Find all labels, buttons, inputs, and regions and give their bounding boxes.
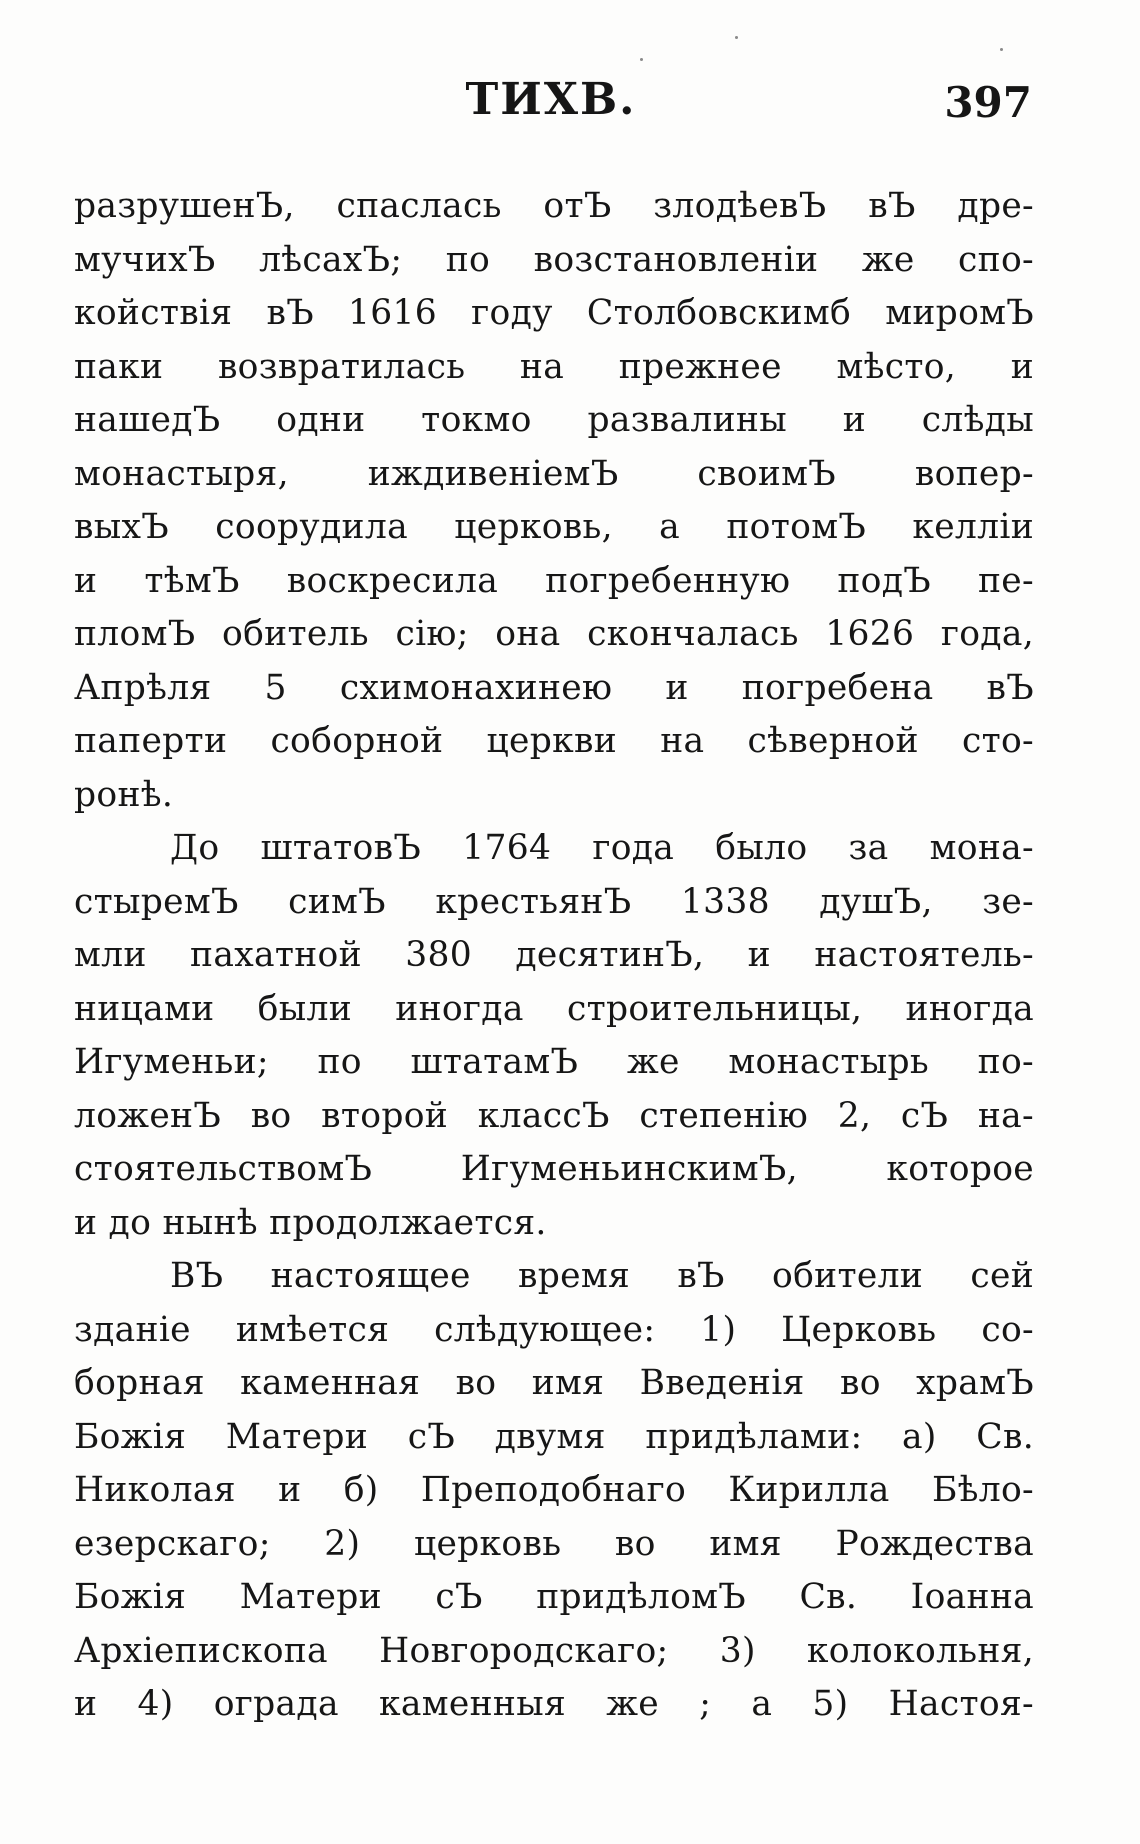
text-line: монастыря, иждивеніемЪ своимЪ вопер-	[74, 453, 1034, 494]
text-line: нашедЪ одни токмо развалины и слѣды	[74, 400, 1034, 440]
text-line: пломЪ обитель сію; она скончалась 1626 года,	[74, 614, 1034, 654]
page-header	[70, 74, 1032, 134]
text-line: стыремЪ симЪ крестьянЪ 1338 душЪ, зе-	[74, 881, 1034, 922]
print-speck	[735, 36, 738, 39]
text-line: паки возвратилась на прежнее мѣсто, и	[74, 346, 1034, 387]
text-line: мучихЪ лѣсахЪ; по возстановленіи же спо-	[74, 239, 1034, 280]
text-line: мли пахатной 380 десятинЪ, и настоятель-	[74, 935, 1034, 975]
text-line: и до нынѣ продолжается.	[74, 1202, 547, 1243]
text-line: Игуменьи; по штатамЪ же монастырь по-	[74, 1042, 1034, 1082]
text-line: ронѣ.	[74, 774, 174, 815]
text-line: паперти соборной церкви на сѣверной сто-	[74, 721, 1034, 761]
text-line: и 4) ограда каменныя же ; а 5) Настоя-	[74, 1684, 1034, 1724]
print-speck	[640, 58, 643, 61]
text-line: койствія вЪ 1616 году Столбовскимб миромЪ	[74, 293, 1034, 333]
print-speck	[1000, 48, 1003, 51]
text-line: Божія Матери сЪ двумя придѣлами: а) Св.	[74, 1416, 1034, 1457]
body-text	[74, 180, 1034, 1732]
text-line: выхЪ соорудила церковь, а потомЪ келліи	[74, 507, 1034, 547]
running-head: ТИХВ.	[465, 74, 637, 125]
text-line: Архіепископа Новгородскаго; 3) колокольня,	[74, 1630, 1034, 1671]
text-line: Божія Матери сЪ придѣломЪ Св. Іоанна	[74, 1577, 1034, 1617]
text-line: ВЪ настоящее время вЪ обители сей	[170, 1256, 1034, 1296]
text-line: разрушенЪ, спаслась отЪ злодѣевЪ вЪ дре-	[74, 186, 1034, 226]
text-line: езерскаго; 2) церковь во имя Рождества	[74, 1523, 1034, 1564]
text-line: стоятельствомЪ ИгуменьинскимЪ, которое	[74, 1149, 1034, 1189]
text-line: зданіе имѣется слѣдующее: 1) Церковь со-	[74, 1309, 1034, 1350]
page-number: 397	[944, 78, 1032, 127]
text-line: До штатовЪ 1764 года было за мона-	[170, 828, 1034, 868]
text-line: борная каменная во имя Введенія во храмЪ	[74, 1363, 1034, 1403]
text-line: и тѣмЪ воскресила погребенную подЪ пе-	[74, 560, 1034, 601]
text-line: Николая и б) Преподобнаго Кирилла Бѣло-	[74, 1470, 1034, 1510]
text-line: ложенЪ во второй классЪ степенію 2, сЪ на-	[74, 1095, 1034, 1136]
text-line: ницами были иногда строительницы, иногда	[74, 988, 1034, 1029]
text-line: Апрѣля 5 схимонахинею и погребена вЪ	[74, 667, 1034, 708]
